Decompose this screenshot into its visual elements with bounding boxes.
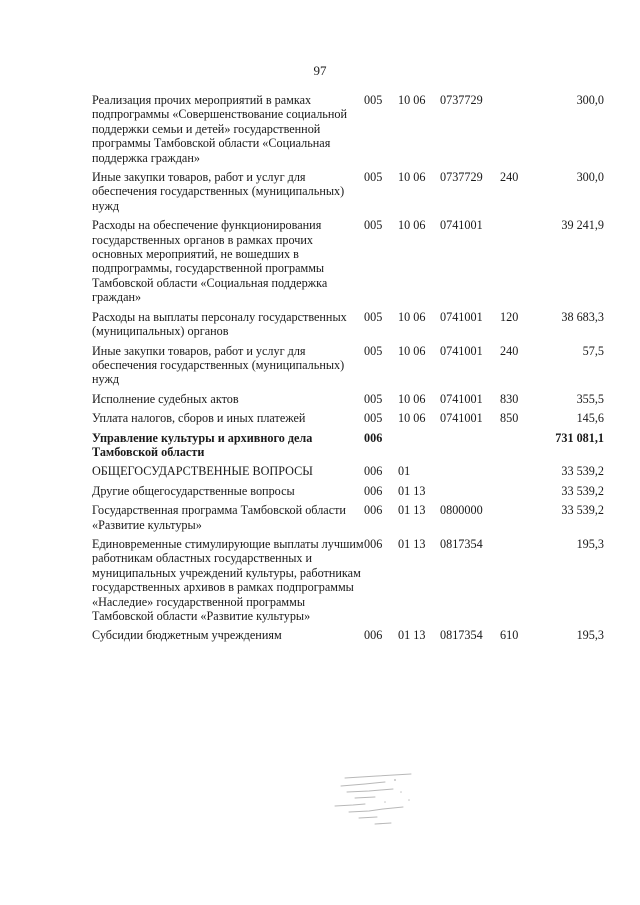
row-name: Управление культуры и архивного дела Тамбовской области — [92, 430, 313, 459]
row-rz: 10 06 — [398, 93, 426, 107]
table-row — [92, 411, 604, 430]
row-rz: 01 13 — [398, 628, 426, 643]
row-sum: 39 241,9 — [561, 218, 604, 233]
budget-table — [92, 93, 604, 648]
row-ved: 005 — [364, 93, 383, 107]
table-row — [92, 170, 604, 218]
row-csr — [440, 464, 500, 483]
row-sum: 300,0 — [576, 93, 604, 107]
row-name: Государственная программа Тамбовской области «Развитие культуры» — [92, 503, 346, 532]
row-name: Иные закупки товаров, работ и услуг для обеспечения государственных (муниципальных) нужд — [92, 170, 345, 213]
row-csr: 0800000 — [440, 503, 483, 518]
row-sum: 731 081,1 — [555, 430, 604, 445]
row-csr: 0741001 — [440, 309, 483, 324]
table-row — [92, 392, 604, 411]
row-csr: 0741001 — [440, 391, 483, 406]
row-sum: 33 539,2 — [561, 503, 604, 518]
row-vr: 120 — [500, 309, 519, 324]
row-ved: 005 — [364, 218, 383, 233]
table-row — [92, 484, 604, 503]
row-rz: 10 06 — [398, 309, 426, 324]
row-ved: 006 — [364, 503, 383, 518]
row-name: ОБЩЕГОСУДАРСТВЕННЫЕ ВОПРОСЫ — [92, 464, 313, 479]
row-sum: 355,5 — [576, 391, 604, 406]
row-vr — [500, 503, 534, 537]
table-row — [92, 310, 604, 344]
row-rz: 10 06 — [398, 218, 426, 233]
row-rz: 10 06 — [398, 391, 426, 406]
row-ved: 006 — [364, 628, 383, 643]
table-row — [92, 503, 604, 537]
row-sum: 57,5 — [582, 343, 604, 358]
row-sum: 195,3 — [576, 536, 604, 551]
row-sum: 33 539,2 — [561, 464, 604, 479]
row-ved: 006 — [364, 536, 383, 551]
row-vr: 850 — [500, 411, 519, 426]
row-vr: 830 — [500, 391, 519, 406]
row-rz: 01 — [398, 464, 411, 479]
faint-stamp — [325, 772, 435, 832]
row-name: Реализация прочих мероприятий в рамках подпрограммы «Совершенствование социальной поддержки семьи и детей» государственной программы Тамбовской области «Социальная поддержка граждан» — [92, 93, 348, 165]
row-ved: 005 — [364, 411, 383, 426]
row-ved: 006 — [364, 464, 383, 479]
table-row — [92, 93, 604, 170]
table-row — [92, 537, 604, 628]
row-rz: 01 13 — [398, 503, 426, 518]
table-row — [92, 218, 604, 309]
row-ved: 005 — [364, 170, 383, 185]
row-vr — [500, 93, 534, 170]
row-vr — [500, 537, 534, 628]
row-rz: 10 06 — [398, 170, 426, 185]
row-ved: 005 — [364, 343, 383, 358]
row-vr — [500, 218, 534, 309]
row-rz: 10 06 — [398, 343, 426, 358]
row-name: Расходы на выплаты персоналу государственных (муниципальных) органов — [92, 309, 347, 339]
row-vr: 240 — [500, 170, 519, 185]
row-name: Иные закупки товаров, работ и услуг для обеспечения государственных (муниципальных) нужд — [92, 343, 345, 387]
row-ved: 005 — [364, 309, 383, 324]
table-row — [92, 464, 604, 483]
row-rz: 01 13 — [398, 483, 426, 498]
row-csr — [440, 431, 500, 465]
row-vr — [500, 431, 534, 465]
table-row — [92, 431, 604, 465]
row-csr: 0737729 — [440, 93, 483, 107]
row-rz — [398, 431, 440, 465]
row-csr: 0741001 — [440, 218, 483, 233]
row-sum: 145,6 — [576, 411, 604, 426]
row-name: Исполнение судебных актов — [92, 391, 239, 406]
row-name: Единовременные стимулирующие выплаты лучшим работникам областных государственных и муниципальных учреждений культуры, работникам государственных архивов в рамках подпрограммы «Наследие» государственной программы Тамбовской области «Развитие культуры» — [92, 536, 364, 623]
row-name: Расходы на обеспечение функционирования государственных органов в рамках прочих основных мероприятий, не вошедших в подпрограммы, государственной программы Тамбовской области «Социальная поддержка граждан» — [92, 218, 328, 305]
row-vr: 610 — [500, 628, 519, 643]
row-rz: 01 13 — [398, 536, 426, 551]
page-number: 97 — [313, 63, 327, 78]
row-csr — [440, 484, 500, 503]
row-vr: 240 — [500, 343, 519, 358]
row-name: Уплата налогов, сборов и иных платежей — [92, 411, 306, 426]
row-csr: 0737729 — [440, 170, 483, 185]
row-sum: 38 683,3 — [561, 309, 604, 324]
row-vr — [500, 464, 534, 483]
row-csr: 0741001 — [440, 411, 483, 426]
row-ved: 006 — [364, 430, 383, 445]
row-vr — [500, 484, 534, 503]
table-row — [92, 628, 604, 647]
table-row — [92, 344, 604, 392]
row-name: Субсидии бюджетным учреждениям — [92, 628, 282, 643]
row-name: Другие общегосударственные вопросы — [92, 483, 295, 498]
row-sum: 300,0 — [576, 170, 604, 185]
row-sum: 33 539,2 — [561, 483, 604, 498]
row-ved: 005 — [364, 391, 383, 406]
row-sum: 195,3 — [576, 628, 604, 643]
row-csr: 0817354 — [440, 628, 483, 643]
row-ved: 006 — [364, 483, 383, 498]
row-csr: 0817354 — [440, 536, 483, 551]
row-csr: 0741001 — [440, 343, 483, 358]
row-rz: 10 06 — [398, 411, 426, 426]
